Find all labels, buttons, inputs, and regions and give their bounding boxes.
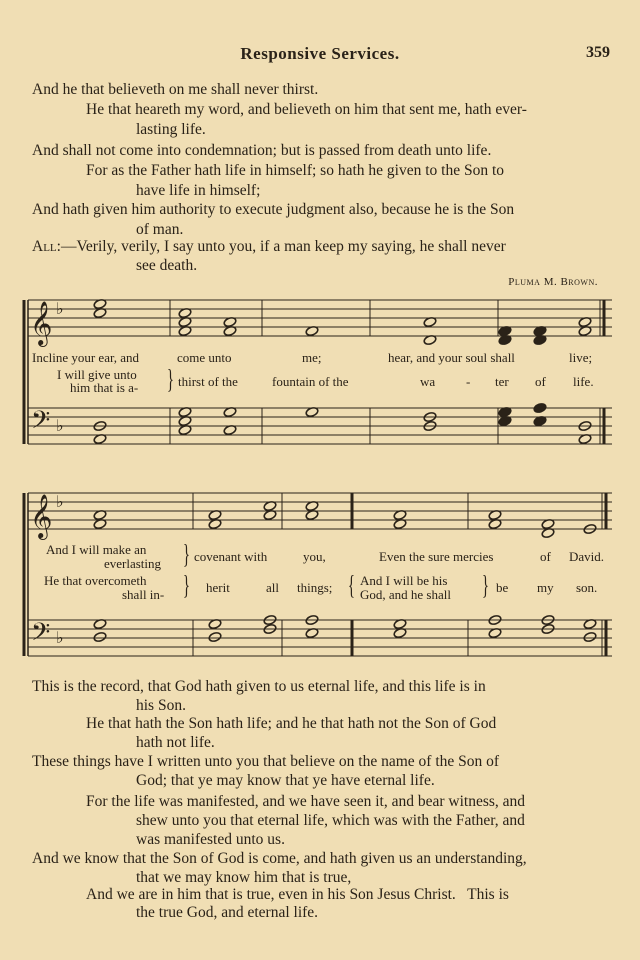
key-signature-flat: ♭ — [56, 628, 64, 647]
reading-line: He that heareth my word, and believeth on him that sent me, hath ever- — [86, 101, 527, 118]
page-number: 359 — [586, 44, 610, 61]
lyric: And I will make an — [46, 542, 147, 557]
reading-line: This is the record, that God hath given to us eternal life, and this life is in — [32, 678, 486, 695]
lyric: all — [266, 580, 279, 595]
brace: } — [182, 570, 191, 600]
lyric: - — [466, 374, 471, 389]
lyric: covenant with — [194, 549, 268, 564]
lyric: life. — [573, 374, 594, 389]
treble-clef: 𝄞 — [30, 494, 53, 538]
lyric: him that is a- — [70, 380, 139, 395]
lyric: come unto — [177, 350, 232, 365]
lyric: me; — [302, 350, 322, 365]
brace: } — [481, 570, 490, 600]
key-signature-flat: ♭ — [56, 416, 64, 435]
bass-clef: 𝄢 — [31, 406, 51, 441]
lyric: herit — [206, 580, 230, 595]
lyric: Even the sure mercies — [379, 549, 494, 564]
lyric: He that overcometh — [44, 573, 147, 588]
reading-line: of man. — [136, 221, 184, 238]
reading-line: God; that ye may know that ye have eternal life. — [136, 772, 435, 789]
lyric: you, — [303, 549, 326, 564]
reading-line: have life in himself; — [136, 182, 261, 199]
reading-line: For as the Father hath life in himself; so hath he given to the Son to — [86, 162, 505, 179]
brace: } — [166, 364, 175, 394]
reading-line: And hath given him authority to execute judgment also, because he is the Son — [32, 201, 515, 218]
reading-line: And we are in him that is true, even in his Son Jesus Christ. This is — [86, 886, 509, 903]
half-note — [93, 631, 107, 642]
brace: } — [182, 539, 191, 569]
lyric: I will give unto — [57, 367, 137, 382]
lyric: live; — [569, 350, 593, 365]
reading-line: see death. — [136, 257, 198, 274]
half-note — [208, 631, 222, 642]
reading-line: hath not life. — [136, 734, 215, 751]
reading-line: his Son. — [136, 697, 186, 714]
lyric: son. — [576, 580, 598, 595]
key-signature-flat: ♭ — [56, 299, 64, 318]
lyric: be — [496, 580, 509, 595]
half-note — [583, 631, 597, 642]
lyric: of — [535, 374, 546, 389]
reading-line: lasting life. — [136, 121, 206, 138]
treble-clef: 𝄞 — [30, 301, 53, 345]
lyric: fountain of the — [272, 374, 349, 389]
reading-line: These things have I written unto you that believe on the name of the Son of — [32, 753, 500, 770]
lyric: David. — [569, 549, 605, 564]
lyric: things; — [297, 580, 333, 595]
reading-line: And he that believeth on me shall never thirst. — [32, 81, 319, 98]
lyric: thirst of the — [178, 374, 238, 389]
lyric: And I will be his — [360, 573, 448, 588]
reading-line: the true God, and eternal life. — [136, 904, 319, 921]
quarter-note — [533, 402, 547, 413]
page-title: Responsive Services. — [240, 44, 400, 63]
reading-line: that we may know him that is true, — [136, 869, 352, 886]
reading-line: He that hath the Son hath life; and he that hath not the Son of God — [86, 715, 497, 732]
lyric: wa — [420, 374, 436, 389]
bass-clef: 𝄢 — [31, 618, 51, 653]
lyric: hear, and your soul shall — [388, 350, 515, 365]
composer-credit: Pluma M. Brown. — [508, 276, 598, 288]
lyric: ter — [495, 374, 509, 389]
reading-line: was manifested unto us. — [136, 831, 285, 848]
lyric: everlasting — [104, 556, 162, 571]
reading-line: And we know that the Son of God is come, and hath given us an understanding, — [32, 850, 527, 867]
lyric: of — [540, 549, 551, 564]
lyric: shall in- — [122, 587, 165, 602]
lyric: Incline your ear, and — [32, 350, 140, 365]
reading-line: And shall not come into condemnation; but is passed from death unto life. — [32, 142, 492, 159]
key-signature-flat: ♭ — [56, 492, 64, 511]
brace: { — [347, 570, 356, 600]
reading-line: shew unto you that eternal life, which was with the Father, and — [136, 812, 525, 829]
reading-line: For the life was manifested, and we have seen it, and bear witness, and — [86, 793, 526, 810]
lyric: my — [537, 580, 554, 595]
all-label: All:— — [32, 238, 77, 255]
lyric: God, and he shall — [360, 587, 451, 602]
reading-line: Verily, verily, I say unto you, if a man keep my saying, he shall never — [76, 238, 506, 255]
